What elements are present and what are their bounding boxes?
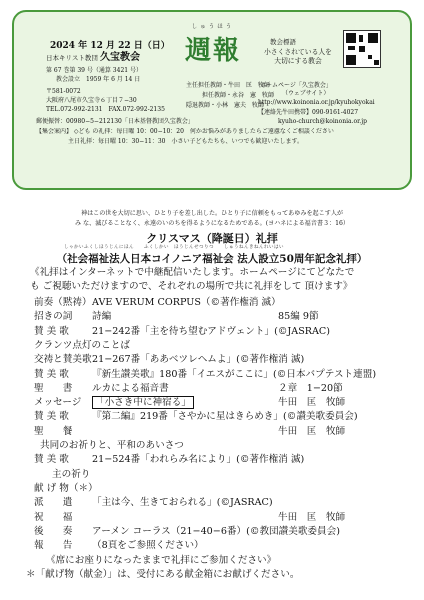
staff-2: 担任教師・永谷 憲 牧師: [202, 92, 275, 99]
service-item: [34, 297, 414, 309]
service-item-leader: ２章 1−20節: [278, 382, 343, 394]
service-item-leader: 牛田 匡 牧師: [278, 425, 346, 437]
homepage-sub: （ウェブサイト）: [282, 90, 330, 97]
service-item: [34, 383, 414, 395]
staff-3: 隠退教師・小林 憲夫 牧師: [186, 102, 265, 109]
bulletin-date: 2024 年 12 月 22 日（日）: [50, 41, 170, 51]
service-item-content: 『新生讃美歌』180番「イエスがここに」(©日本バプテスト連盟): [92, 368, 377, 380]
service-item-content: AVE VERUM CORPUS（©著作権消 滅）: [92, 297, 281, 308]
bible-verse: [22, 209, 402, 228]
service-item-label: 報 告: [34, 540, 73, 552]
service-item: [34, 497, 414, 509]
service-item-leader: 牛田 匡 牧師: [278, 511, 346, 523]
stream-notice-1: 《礼拝はインターネットで中継配信いたします。ホームページにてどなたで: [30, 267, 355, 278]
service-item-content: ルカによる福音書: [92, 382, 169, 394]
closing-note: 《席にお座りになったままで礼拝にご参加ください》: [46, 555, 277, 566]
service-item: [34, 326, 414, 338]
service-item-label: 賛 美 歌: [34, 368, 69, 380]
church-phone: TEL.072-992-2131 FAX.072-992-2135: [46, 106, 165, 113]
qr-code-icon: [343, 30, 381, 68]
gatherings-info: 【集会案内】 ◇ども の礼拝：毎日曜 10：00−10：20 何かお悩みがありましたらご遠慮なくご相談ください: [36, 128, 334, 135]
stream-notice-2: も ご視聴いただけますので、それぞれの場所で共に礼拝をして 頂けます》: [30, 281, 353, 292]
founded-date: 教会設立 1959 年 6 月 14 日: [56, 76, 141, 83]
service-item-content: 『第二編』219番「さやかに星はきらめき」(©讃美歌委員会): [92, 411, 358, 423]
church-address: 大阪府八尾市久宝寺６丁目７−30: [46, 97, 137, 104]
bulletin-logo: [183, 22, 243, 68]
service-item-label: 前奏（黙祷）: [34, 297, 92, 308]
service-item: [34, 340, 414, 352]
service-item: [34, 454, 414, 466]
service-item-label: 聖 餐: [34, 425, 73, 437]
service-item: [34, 512, 414, 524]
service-item: [34, 369, 414, 381]
service-item-label: 賛 美 歌: [34, 454, 69, 466]
service-item-label: 主の祈り: [52, 468, 91, 480]
service-item-content: 「小さき中に神宿る」: [92, 396, 194, 409]
service-item-label: 招きの詞: [34, 311, 73, 323]
service-item-label: 祝 福: [34, 511, 73, 523]
service-item: [40, 440, 420, 452]
postal-transfer: 郵便振替：00980−5−212130「日本基督教団久宝教会」: [36, 118, 194, 125]
offering-footnote: ＊「献げ物（献金）」は、受付にある献金箱にお献げください。: [26, 569, 300, 580]
service-item-content: アーメン コーラス（21−40−6番）(©教団讃美歌委員会): [92, 525, 340, 537]
service-item-label: 聖 書: [34, 382, 73, 394]
motto-line-2: 大切にする教会: [274, 57, 322, 65]
service-item-content: 「主は今、生きておられる」(©JASRAC): [92, 497, 273, 509]
service-item: [52, 469, 424, 481]
motto-label: 教会標語: [270, 38, 296, 46]
contact-email[interactable]: kyuho-church@koinonia.or.jp: [278, 118, 367, 125]
service-item: [34, 354, 414, 366]
sunday-worship-info: 主日礼拝：毎日曜 10：30−11：30 小さい子どもたちも、いつでも歓迎いたします。: [68, 138, 303, 145]
church-name: 久宝教会: [99, 52, 140, 63]
service-item-label: 献 げ 物（＊）: [34, 482, 98, 494]
service-item-label: 派 遣: [34, 497, 73, 509]
service-item-leader: 85編 9節: [278, 311, 319, 323]
logo-ruby: しゅうほう: [191, 24, 235, 30]
church-info: [46, 54, 140, 63]
service-item-content: （8頁をご参照ください）: [92, 540, 204, 552]
service-subtitle: （社会福祉法人日本コイノニア福祉会 法人設立50周年記念礼拝）: [56, 253, 368, 265]
service-item-leader: 牛田 匡 牧師: [278, 397, 346, 409]
motto-line-1: 小さくされている人を: [264, 48, 332, 56]
postal-code: 〒581-0072: [46, 88, 81, 95]
service-item: [34, 540, 414, 552]
subtitle-ruby: しゃかいふくしほうじんにほん ふくしかい ほうじんせつりつ しゅうねんきねんれいはい: [64, 245, 284, 250]
homepage-label: ホームページ「久宝教会」: [260, 82, 332, 89]
service-item: [34, 411, 414, 423]
logo-mark: 週報: [184, 36, 241, 66]
service-item-label: 賛 美 歌: [34, 325, 69, 337]
service-item: [34, 397, 414, 409]
service-item-content: 21−267番「ああベツレヘムよ」(©著作権消 滅): [92, 354, 305, 366]
service-item-content: 21−242番「主を待ち望むアドヴェント」(©JASRAC): [92, 325, 330, 337]
service-item: [34, 426, 414, 438]
service-item-label: メッセージ: [34, 397, 82, 409]
service-title: クリスマス（降誕日）礼拝: [146, 232, 278, 245]
verse-line-2: み な、滅びることなく、永遠のいのちを得るようになるためである。(ヨハネによる福音書３：16）: [75, 219, 349, 227]
homepage-url[interactable]: http://www.koinonia.or.jp/kyuhokyokai: [258, 99, 375, 106]
service-item-content: 21−524番「われらみ名により」(©著作権消 滅): [92, 454, 305, 466]
issue-number: 第 67 巻第 39 号（通算 3421 号）: [46, 67, 142, 74]
service-item-label: 交祷と賛美歌: [34, 354, 92, 366]
service-item: [34, 526, 414, 538]
service-item-content: 詩編: [92, 311, 112, 323]
service-item-label: 後 奏: [34, 525, 73, 537]
church-kind: 日本キリスト教団: [46, 54, 98, 62]
verse-line-1: 神はこの世を大切に思い、ひとり子を差し出した。ひとり子に信頼をもってあゆみを起こす人が: [80, 210, 344, 217]
service-item-label: 賛 美 歌: [34, 411, 69, 423]
service-item: [34, 483, 414, 495]
contact-phone: 【連絡先牛田携帯】090-9161-4027: [258, 109, 359, 116]
church-motto: [259, 48, 337, 76]
service-item-label: クランツ点灯のことば: [34, 339, 130, 351]
service-item-label: 共同のお祈りと、平和のあいさつ: [40, 440, 184, 451]
service-item: [34, 311, 414, 323]
staff-1: 主任担任教師・牛田 匡 牧師: [186, 82, 271, 89]
